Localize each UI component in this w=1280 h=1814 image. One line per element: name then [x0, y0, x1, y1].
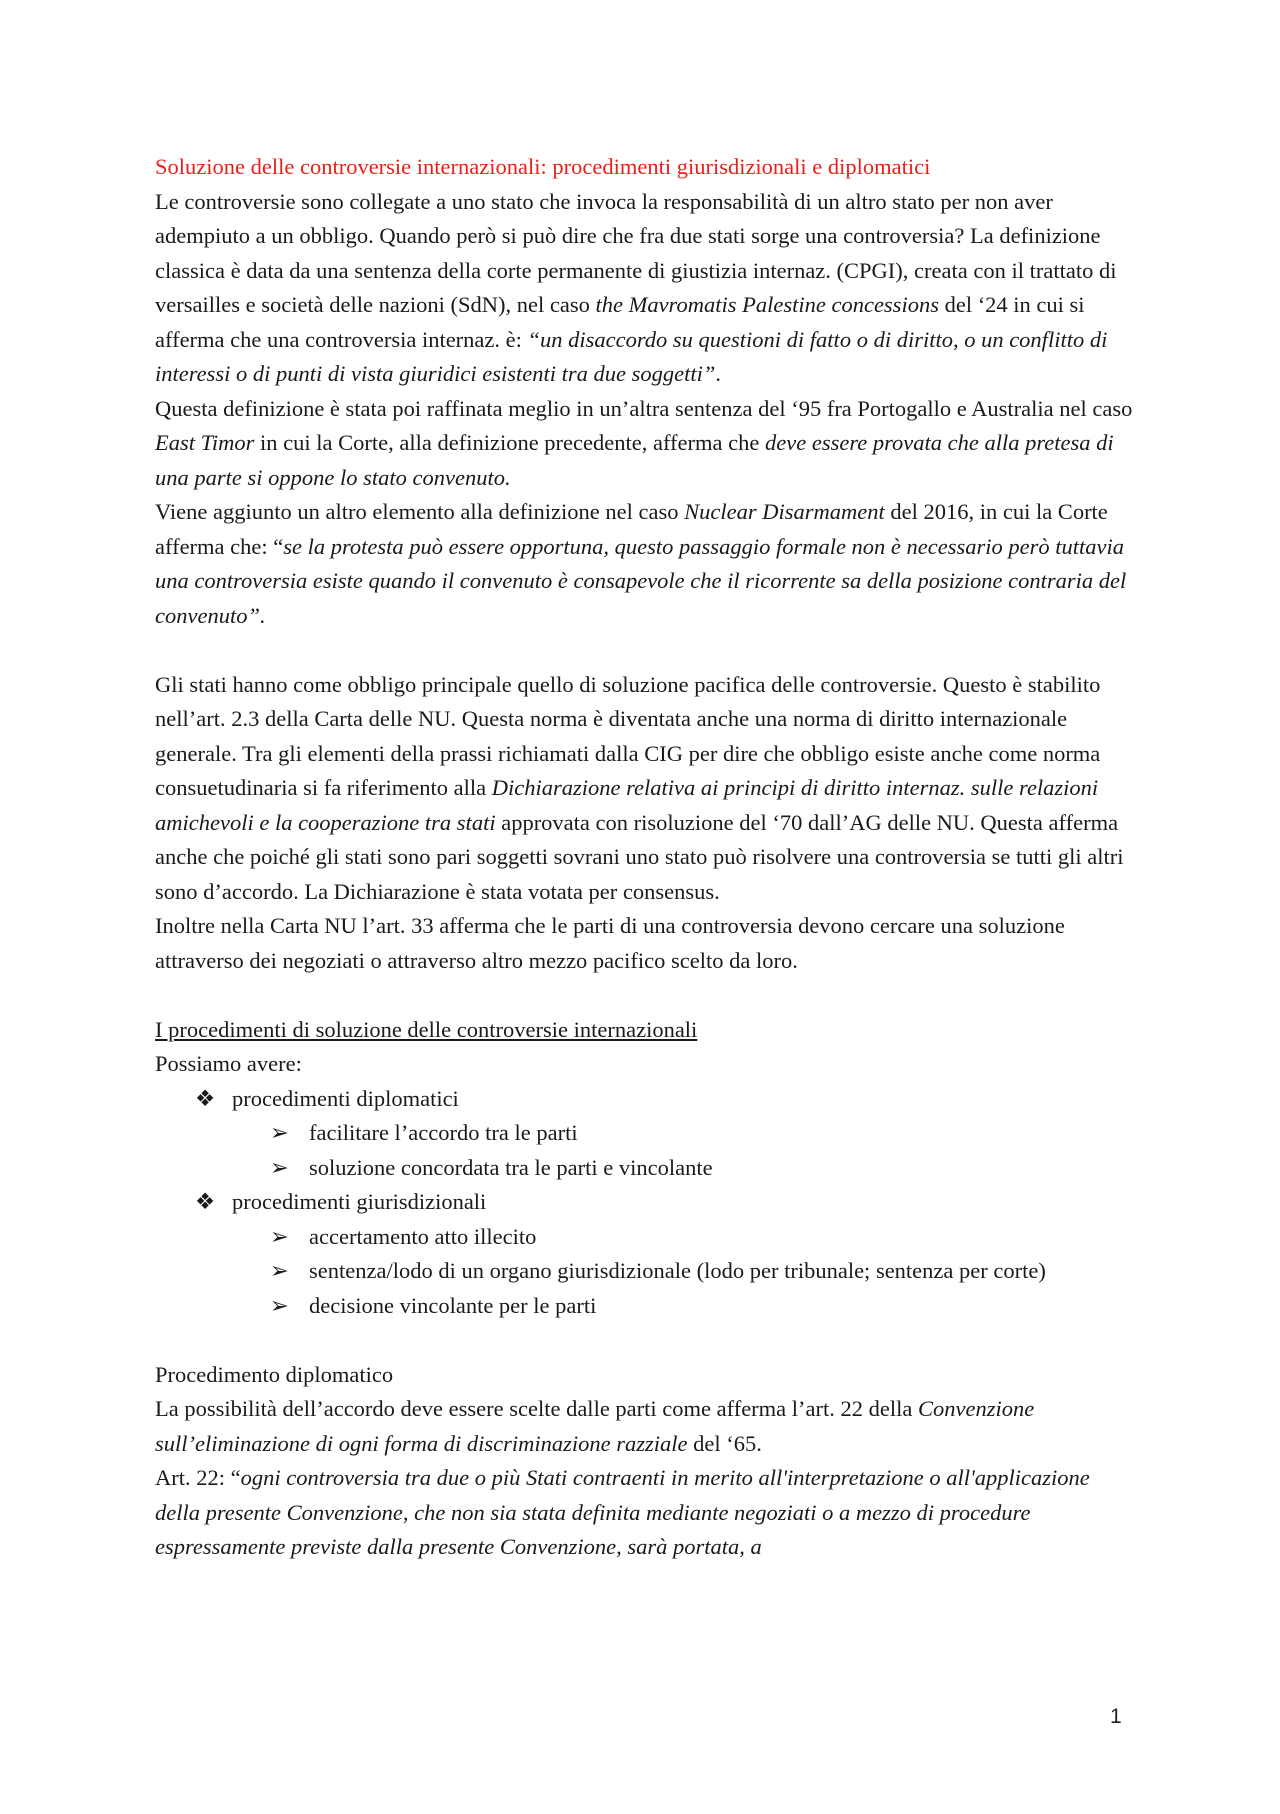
paragraph-text: La possibilità dell’accordo deve essere scelte dalle parti come afferma l’art. 22 della: [155, 1396, 918, 1421]
spacer: [155, 633, 1140, 668]
sub-list-item: [232, 1220, 1140, 1255]
section-heading-procedimenti: I procedimenti di soluzione delle controversie internazionali: [155, 1016, 698, 1042]
case-name-mavromatis: the Mavromatis Palestine concessions: [595, 292, 939, 317]
arrow-bullet-icon: ➢: [270, 1154, 289, 1180]
sub-list-item: [232, 1151, 1140, 1186]
paragraph-art-22-quote: [155, 1461, 1140, 1565]
diamond-bullet-icon: ❖: [195, 1189, 216, 1214]
sub-list-item-label: facilitare l’accordo tra le parti: [309, 1120, 578, 1145]
court-quote: se la protesta può essere opportuna, questo passaggio formale non è necessario però tuttavia una controversia esiste quando il convenuto è consapevole che il ricorrente sa della posizione contraria del convenuto”.: [155, 533, 1127, 628]
document-title: Soluzione delle controversie internazionali: procedimenti giurisdizionali e diplomatici: [155, 154, 931, 179]
paragraph-east-timor: [155, 392, 1140, 496]
paragraph-art-22-intro: [155, 1392, 1140, 1461]
paragraph-definition: [155, 185, 1140, 392]
list-intro: Possiamo avere:: [155, 1051, 302, 1076]
paragraph-nuclear-disarmament: [155, 495, 1140, 633]
paragraph-text: Questa definizione è stata poi raffinata meglio in un’altra sentenza del ‘95 fra Portogallo e Australia nel caso: [155, 395, 1133, 421]
arrow-bullet-icon: ➢: [270, 1223, 289, 1249]
diamond-bullet-icon: ❖: [195, 1085, 216, 1111]
paragraph-text: del 2016, in cui la Corte afferma che: “: [155, 499, 1108, 559]
document-body: [155, 150, 1140, 1565]
sub-list-item-label: soluzione concordata tra le parti e vincolante: [309, 1154, 713, 1180]
paragraph-text: approvata con risoluzione del ‘70 dall’AG delle NU. Questa afferma anche che poiché gli stati sono pari soggetti sovrani uno stato può risolvere una controversia se tutti gli altri sono d’accordo. La Dichiarazione è stata votata per consensus.: [155, 809, 1124, 904]
article-label: Art. 22: “: [155, 1465, 241, 1490]
definition-quote: “un disaccordo su questioni di fatto o di diritto, o un conflitto di interessi o di punti di vista giuridici esistenti tra due soggetti”: [155, 326, 1108, 386]
paragraph-art-33: Inoltre nella Carta NU l’art. 33 afferma che le parti di una controversia devono cercare una soluzione attraverso dei negoziati o attraverso altro mezzo pacifico scelto da loro.: [155, 913, 1065, 973]
paragraph-text: .: [715, 361, 722, 386]
sub-list-item: [232, 1116, 1140, 1151]
paragraph-text: in cui la Corte, alla definizione precedente, afferma che: [254, 430, 765, 455]
paragraph-text: Viene aggiunto un altro elemento alla definizione nel caso: [155, 499, 685, 524]
sub-list-item-label: accertamento atto illecito: [309, 1223, 537, 1249]
paragraph-obligation: [155, 668, 1140, 910]
sub-list-item-label: sentenza/lodo di un organo giurisdizionale (lodo per tribunale; sentenza per corte): [309, 1258, 1046, 1283]
arrow-bullet-icon: ➢: [270, 1120, 289, 1145]
sub-list-item-label: decisione vincolante per le parti: [309, 1292, 597, 1318]
list-item-label: procedimenti giurisdizionali: [232, 1189, 487, 1214]
convention-title: Convenzione sull’eliminazione di ogni forma di discriminazione razziale: [155, 1396, 1035, 1456]
arrow-bullet-icon: ➢: [270, 1292, 289, 1318]
spacer: [155, 1323, 1140, 1358]
sub-list-item: [232, 1289, 1140, 1324]
sub-list-item: [232, 1254, 1140, 1289]
page-number: 1: [1110, 1705, 1122, 1728]
section-heading-diplomatico: Procedimento diplomatico: [155, 1361, 394, 1387]
sub-list: [232, 1220, 1140, 1324]
list-item-diplomatici: [155, 1082, 1140, 1186]
paragraph-text: Le controversie sono collegate a uno stato che invoca la responsabilità di un altro stato per non aver adempiuto a un obbligo. Quando però si può dire che fra due stati sorge una controversia? La definizione classica è data da una sentenza della corte permanente di giustizia internaz. (CPGI), creata con il trattato di versailles e società delle nazioni (SdN), nel caso: [155, 188, 1117, 317]
case-name-nuclear-disarmament: Nuclear Disarmament: [684, 499, 885, 524]
list-item-giurisdizionali: [155, 1185, 1140, 1323]
procedures-list: [155, 1082, 1140, 1324]
case-name-east-timor: East Timor: [155, 430, 255, 455]
arrow-bullet-icon: ➢: [270, 1258, 289, 1283]
paragraph-text: Gli stati hanno come obbligo principale quello di soluzione pacifica delle controversie. Questo è stabilito nell’art. 2.3 della Carta delle NU. Questa norma è diventata anche una norma di diritto internazionale generale. Tra gli elementi della prassi richiamati dalla CIG per dire che obbligo esiste anche come norma consuetudinaria si fa riferimento alla: [155, 671, 1101, 800]
paragraph-text: del ‘65.: [687, 1430, 762, 1456]
paragraph-text: del ‘24 in cui si afferma che una controversia internaz. è:: [155, 292, 1085, 352]
italic-statement: deve essere provata che alla pretesa di una parte si oppone lo stato convenuto.: [155, 430, 1114, 490]
list-item-label: procedimenti diplomatici: [232, 1085, 459, 1111]
declaration-title: Dichiarazione relativa ai principi di diritto internaz. sulle relazioni amichevoli e la cooperazione tra stati: [155, 775, 1099, 835]
article-quote: ogni controversia tra due o più Stati contraenti in merito all'interpretazione o all'applicazione della presente Convenzione, che non sia stata definita mediante negoziati o a mezzo di procedure espressamente previste dalla presente Convenzione, sarà portata, a: [155, 1465, 1090, 1559]
sub-list: [232, 1116, 1140, 1185]
spacer: [155, 978, 1140, 1013]
